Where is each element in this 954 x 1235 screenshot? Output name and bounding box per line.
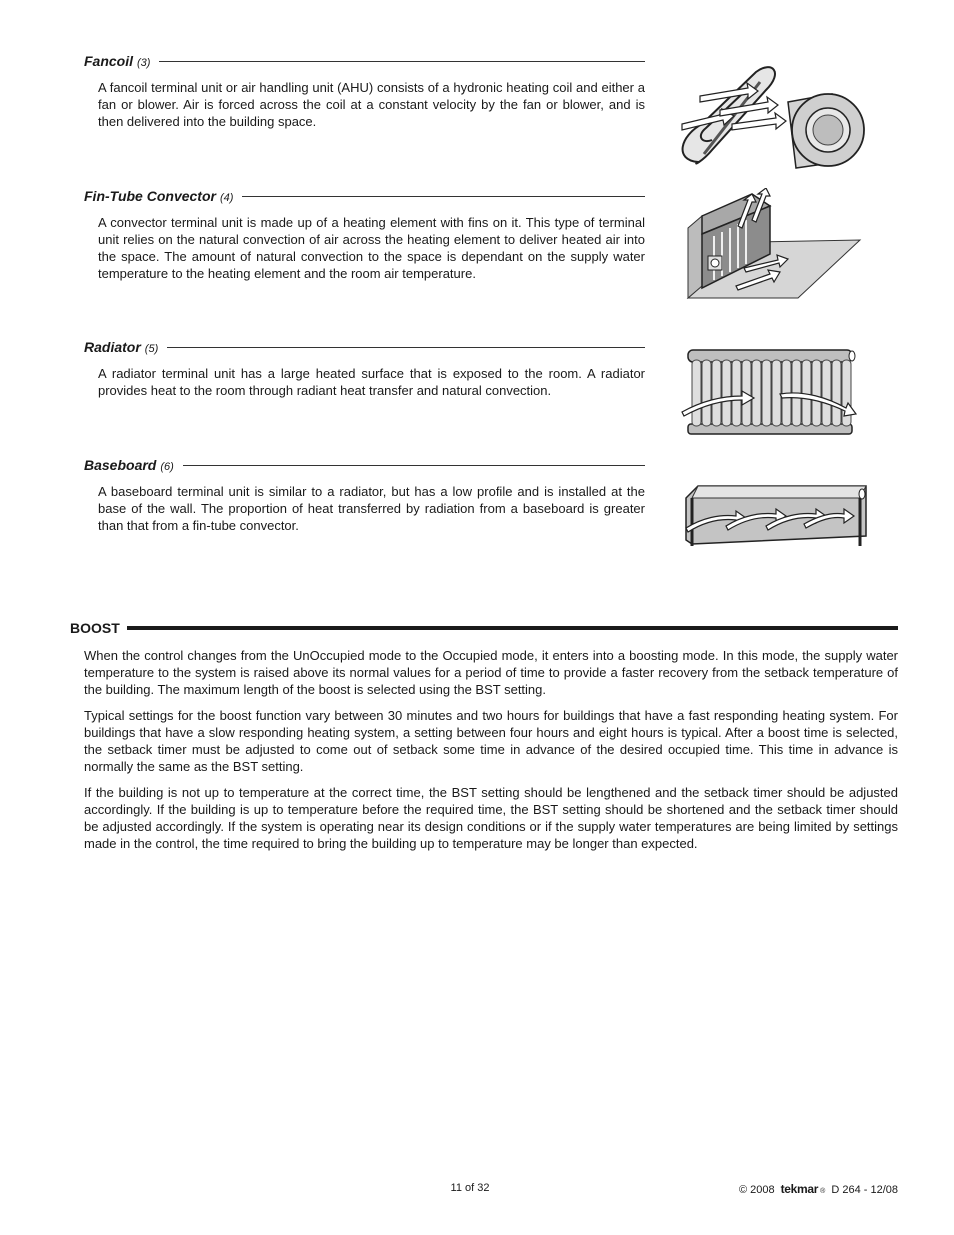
registered-mark: ® bbox=[820, 1188, 826, 1195]
section-baseboard bbox=[84, 457, 645, 534]
section-body: A fancoil terminal unit or air handling unit (AHU) consists of a hydronic heating coil and either a fan or blower. Air is forced across the coil at a constant velocity by the fan or blower, and is then delivered into the building space. bbox=[98, 80, 645, 129]
section-body: A baseboard terminal unit is similar to a radiator, but has a low profile and is installed at the base of the wall. The proportion of heat transferred by radiation from a baseboard is greater than that from a fin-tube convector. bbox=[98, 484, 645, 533]
document-id: D 264 - 12/08 bbox=[831, 1184, 898, 1196]
section-body: A convector terminal unit is made up of a heating element with fins on it. This type of terminal unit relies on the natural convection of air across the heating element to deliver heated air into the space. The amount of natural convection to the space is dependant on the supply water temperature to the heating element and the room air temperature. bbox=[98, 215, 645, 281]
boost-paragraph: When the control changes from the UnOccupied mode to the Occupied mode, it enters into a boosting mode. In this mode, the supply water temperature to the system is raised above its normal values for a period of time to provide a faster recovery from the setback temperature of the building. The maximum length of the boost is selected using the BST setting. bbox=[84, 648, 898, 697]
heading-rule bbox=[183, 465, 645, 466]
boost-paragraph: Typical settings for the boost function vary between 30 minutes and two hours for buildings that have a fast responding heating system. For buildings that have a slow responding heating system, a setting between four hours and eight hours is typical. After a boost time is selected, the setback timer must be adjusted to come out of setback some time in advance of the desired occupied time. This time in advance is normally the same as the BST setting. bbox=[84, 708, 898, 774]
heading-rule bbox=[159, 61, 645, 62]
boost-heading-rule bbox=[127, 626, 898, 630]
heading-rule bbox=[167, 347, 645, 348]
baseboard-illustration bbox=[680, 484, 872, 552]
section-radiator bbox=[84, 339, 645, 399]
section-title: Fancoil (3) bbox=[84, 53, 151, 69]
radiator-illustration bbox=[680, 348, 860, 436]
page-number: 11 of 32 bbox=[450, 1182, 490, 1194]
section-number: (4) bbox=[219, 192, 234, 204]
fin-tube-convector-illustration bbox=[686, 188, 862, 300]
section-heading bbox=[84, 457, 645, 473]
section-number: (6) bbox=[160, 461, 174, 473]
section-title: Fin-Tube Convector (4) bbox=[84, 188, 234, 204]
copyright: © 2008 bbox=[738, 1184, 775, 1196]
section-fancoil bbox=[84, 53, 645, 130]
section-number: (5) bbox=[144, 343, 159, 355]
footer-info bbox=[739, 1182, 898, 1196]
heading-rule bbox=[242, 196, 645, 197]
section-number: (3) bbox=[137, 57, 151, 69]
boost-body bbox=[84, 647, 898, 861]
section-title: Baseboard (6) bbox=[84, 457, 174, 473]
boost-title: BOOST bbox=[70, 620, 120, 636]
section-title: Radiator (5) bbox=[84, 339, 159, 355]
boost-paragraph: If the building is not up to temperature at the correct time, the BST setting should be lengthened and the setback timer should be adjusted accordingly. If the building is up to temperature before the required time, the BST setting should be shortened and the setback timer should be adjusted accordingly. If the system is operating near its design conditions or if the supply water temperatures are being limited by settings made in the control, the time required to bring the building up to temperature may be longer than expected. bbox=[84, 785, 898, 851]
boost-heading bbox=[70, 620, 898, 636]
section-heading bbox=[84, 339, 645, 355]
section-heading bbox=[84, 53, 645, 69]
section-body: A radiator terminal unit has a large heated surface that is exposed to the room. A radiator provides heat to the room through radiant heat transfer and natural convection. bbox=[98, 366, 645, 398]
brand-logo: tekmar bbox=[780, 1182, 819, 1196]
fancoil-illustration bbox=[672, 58, 868, 170]
section-fin-tube-convector bbox=[84, 188, 645, 282]
section-heading bbox=[84, 188, 645, 204]
